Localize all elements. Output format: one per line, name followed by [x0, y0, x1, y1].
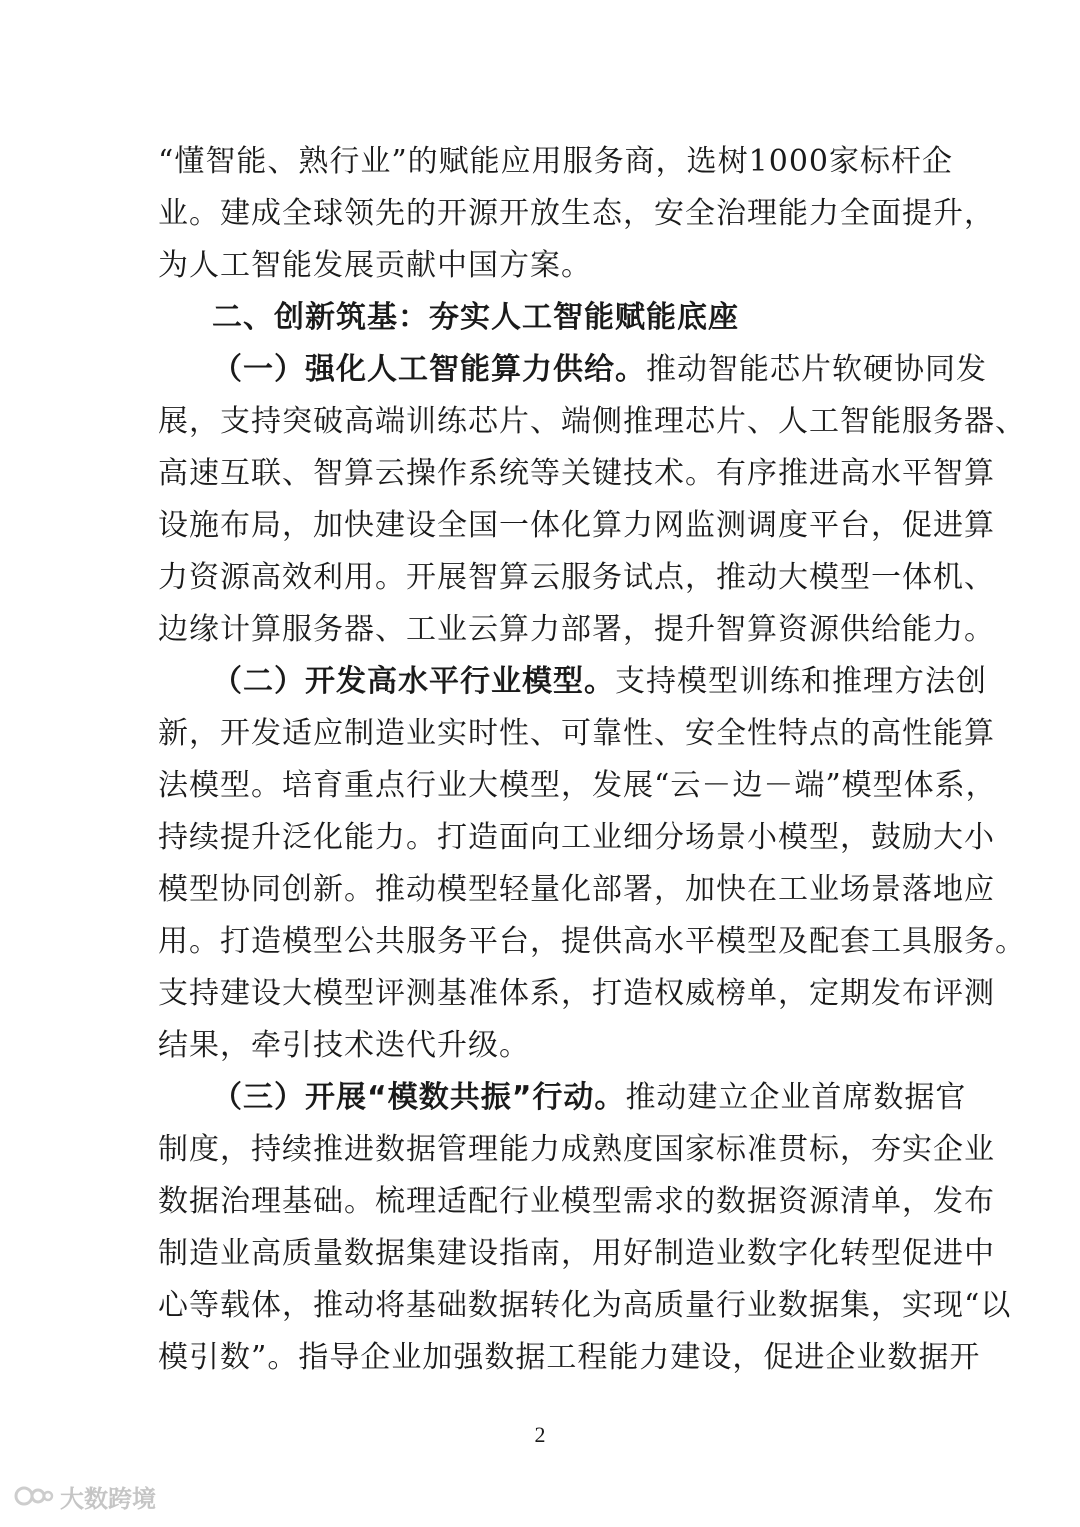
watermark-logo-icon [14, 1483, 54, 1509]
paragraph-line: 边缘计算服务器、工业云算力部署，提升智算资源供给能力。 [158, 612, 995, 647]
paragraph-line: 心等载体，推动将基础数据转化为高质量行业数据集，实现“以 [158, 1288, 1012, 1323]
paragraph-line: 持续提升泛化能力。打造面向工业细分场景小模型，鼓励大小 [158, 820, 995, 855]
paragraph-line: 模型协同创新。推动模型轻量化部署，加快在工业场景落地应 [158, 872, 995, 907]
paragraph-first-line [212, 1072, 967, 1124]
watermark-text: 大数跨境 [60, 1484, 156, 1513]
paragraph-line: 高速互联、智算云操作系统等关键技术。有序推进高水平智算 [158, 456, 995, 491]
paragraph-text: 推动建立企业首席数据官 [625, 1080, 967, 1115]
paragraph-line: 展，支持突破高端训练芯片、端侧推理芯片、人工智能服务器、 [158, 404, 1026, 439]
paragraph-line: 数据治理基础。梳理适配行业模型需求的数据资源清单，发布 [158, 1184, 995, 1219]
paragraph-line: 用。打造模型公共服务平台，提供高水平模型及配套工具服务。 [158, 924, 1026, 959]
intro-line: “懂智能、熟行业”的赋能应用服务商，选树1000家标杆企 [158, 144, 954, 179]
paragraph-subheading: （三）开展“模数共振”行动。 [212, 1080, 626, 1115]
paragraph-line: 结果，牵引技术迭代升级。 [158, 1028, 530, 1063]
paragraph-line: 制度，持续推进数据管理能力成熟度国家标准贯标，夯实企业 [158, 1132, 995, 1167]
paragraph-line: 设施布局，加快建设全国一体化算力网监测调度平台，促进算 [158, 508, 995, 543]
paragraph-line: 力资源高效利用。开展智算云服务试点，推动大模型一体机、 [158, 560, 995, 595]
paragraph-first-line [212, 344, 987, 396]
paragraph-line: 制造业高质量数据集建设指南，用好制造业数字化转型促进中 [158, 1236, 995, 1271]
paragraph-line: 模引数”。指导企业加强数据工程能力建设，促进企业数据开 [158, 1340, 981, 1375]
paragraph-text: 支持模型训练和推理方法创 [615, 664, 987, 699]
intro-line: 为人工智能发展贡献中国方案。 [158, 248, 592, 283]
paragraph-first-line [212, 656, 987, 708]
paragraph-line: 支持建设大模型评测基准体系，打造权威榜单，定期发布评测 [158, 976, 995, 1011]
paragraph-subheading: （一）强化人工智能算力供给。 [212, 352, 646, 387]
page-number: 2 [534, 1422, 546, 1447]
watermark [14, 1476, 156, 1516]
intro-line: 业。建成全球领先的开源开放生态，安全治理能力全面提升， [158, 196, 995, 231]
paragraph-subheading: （二）开发高水平行业模型。 [212, 664, 615, 699]
paragraph-line: 新，开发适应制造业实时性、可靠性、安全性特点的高性能算 [158, 716, 995, 751]
section-heading: 二、创新筑基：夯实人工智能赋能底座 [212, 300, 739, 335]
paragraph-text: 推动智能芯片软硬协同发 [646, 352, 987, 387]
paragraph-line: 法模型。培育重点行业大模型，发展“云－边－端”模型体系， [158, 768, 997, 803]
